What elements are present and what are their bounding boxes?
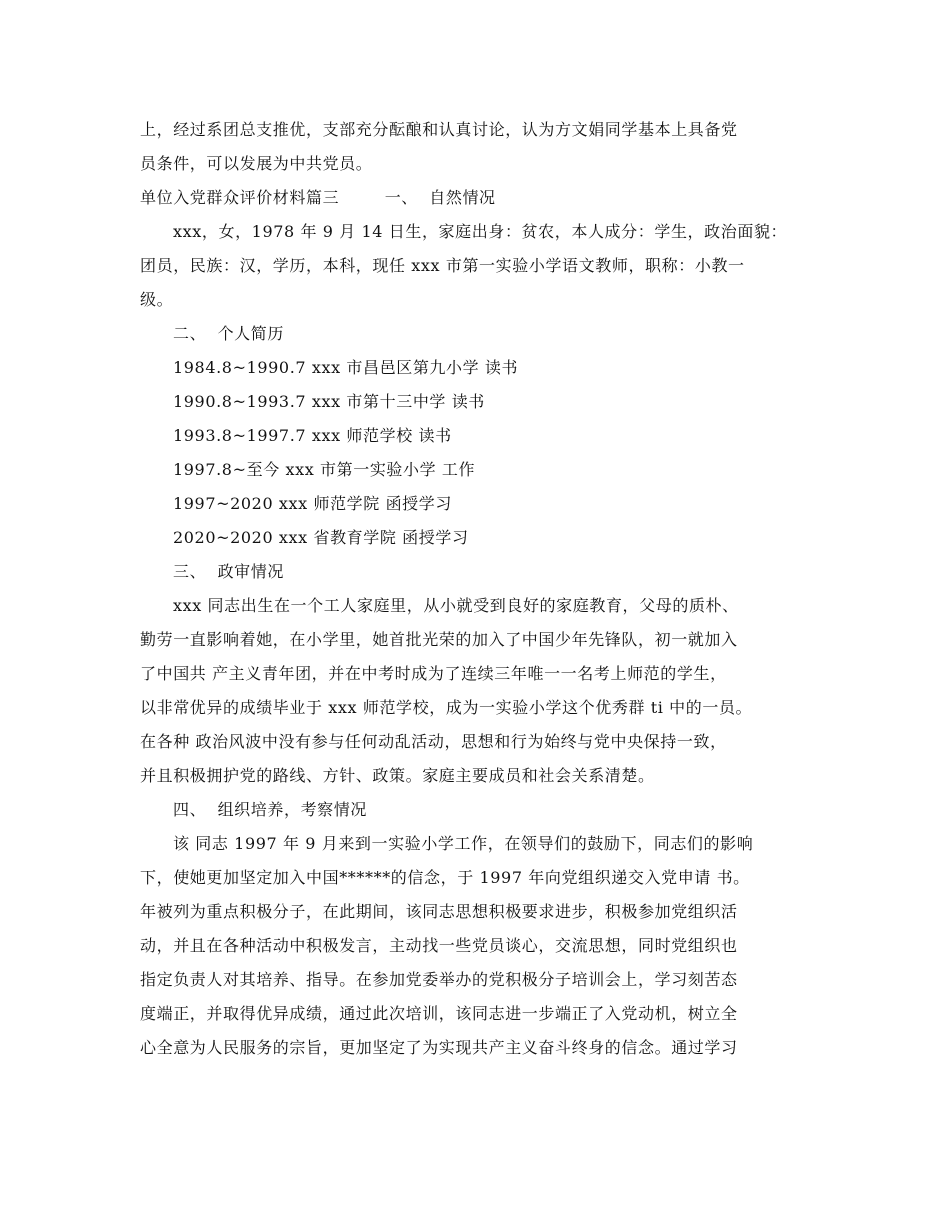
paragraph-line: 心全意为人民服务的宗旨，更加坚定了为实现共产主义奋斗终身的信念。通过学习	[140, 1038, 738, 1057]
paragraph-line: 年被列为重点积极分子，在此期间，该同志思想积极要求进步，积极参加党组织活	[140, 902, 738, 921]
paragraph-line: xxx，女，1978 年 9 月 14 日生，家庭出身：贫农，本人成分：学生，政治面貌：	[173, 222, 788, 241]
paragraph-line: 并且积极拥护党的路线、方针、政策。家庭主要成员和社会关系清楚。	[140, 766, 655, 785]
section-heading: 二、 个人简历	[173, 324, 284, 343]
paragraph-line: 以非常优异的成绩毕业于 xxx 师范学校，成为一实验小学这个优秀群 ti 中的一员。	[140, 698, 753, 717]
section-heading: 单位入党群众评价材料篇三 一、 自然情况	[140, 188, 496, 207]
resume-line: 1990.8~1993.7 xxx 市第十三中学 读书	[173, 392, 485, 411]
section-heading: 四、 组织培养，考察情况	[173, 800, 367, 819]
paragraph-line: 了中国共 产主义青年团，并在中考时成为了连续三年唯一一名考上师范的学生，	[140, 664, 727, 683]
paragraph-line: 上，经过系团总支推优，支部充分酝酿和认真讨论，认为方文娟同学基本上具备党	[140, 120, 738, 139]
paragraph-line: 级。	[140, 290, 174, 309]
paragraph-line: 该 同志 1997 年 9 月来到一实验小学工作，在领导们的鼓励下，同志们的影响	[173, 834, 754, 853]
paragraph-line: 指定负责人对其培养、指导。在参加党委举办的党积极分子培训会上，学习刻苦态	[140, 970, 738, 989]
resume-line: 1984.8~1990.7 xxx 市昌邑区第九小学 读书	[173, 358, 519, 377]
paragraph-line: 动，并且在各种活动中积极发言，主动找一些党员谈心，交流思想，同时党组织也	[140, 936, 738, 955]
resume-line: 1997.8~至今 xxx 市第一实验小学 工作	[173, 460, 476, 479]
paragraph-line: 勤劳一直影响着她，在小学里，她首批光荣的加入了中国少年先锋队，初一就加入	[140, 630, 738, 649]
paragraph-line: 在各种 政治风波中没有参与任何动乱活动，思想和行为始终与党中央保持一致，	[140, 732, 727, 751]
paragraph-line: 员条件，可以发展为中共党员。	[140, 154, 373, 173]
paragraph-line: 下，使她更加坚定加入中国******的信念，于 1997 年向党组织递交入党申请 书。	[140, 868, 750, 887]
paragraph-line: xxx 同志出生在一个工人家庭里，从小就受到良好的家庭教育，父母的质朴、	[173, 596, 739, 615]
paragraph-line: 度端正，并取得优异成绩，通过此次培训，该同志进一步端正了入党动机，树立全	[140, 1004, 738, 1023]
resume-line: 2020~2020 xxx 省教育学院 函授学习	[173, 528, 469, 547]
resume-line: 1997~2020 xxx 师范学院 函授学习	[173, 494, 452, 513]
section-heading: 三、 政审情况	[173, 562, 284, 581]
paragraph-line: 团员，民族：汉，学历，本科，现任 xxx 市第一实验小学语文教师，职称：小教一	[140, 256, 745, 275]
resume-line: 1993.8~1997.7 xxx 师范学校 读书	[173, 426, 452, 445]
